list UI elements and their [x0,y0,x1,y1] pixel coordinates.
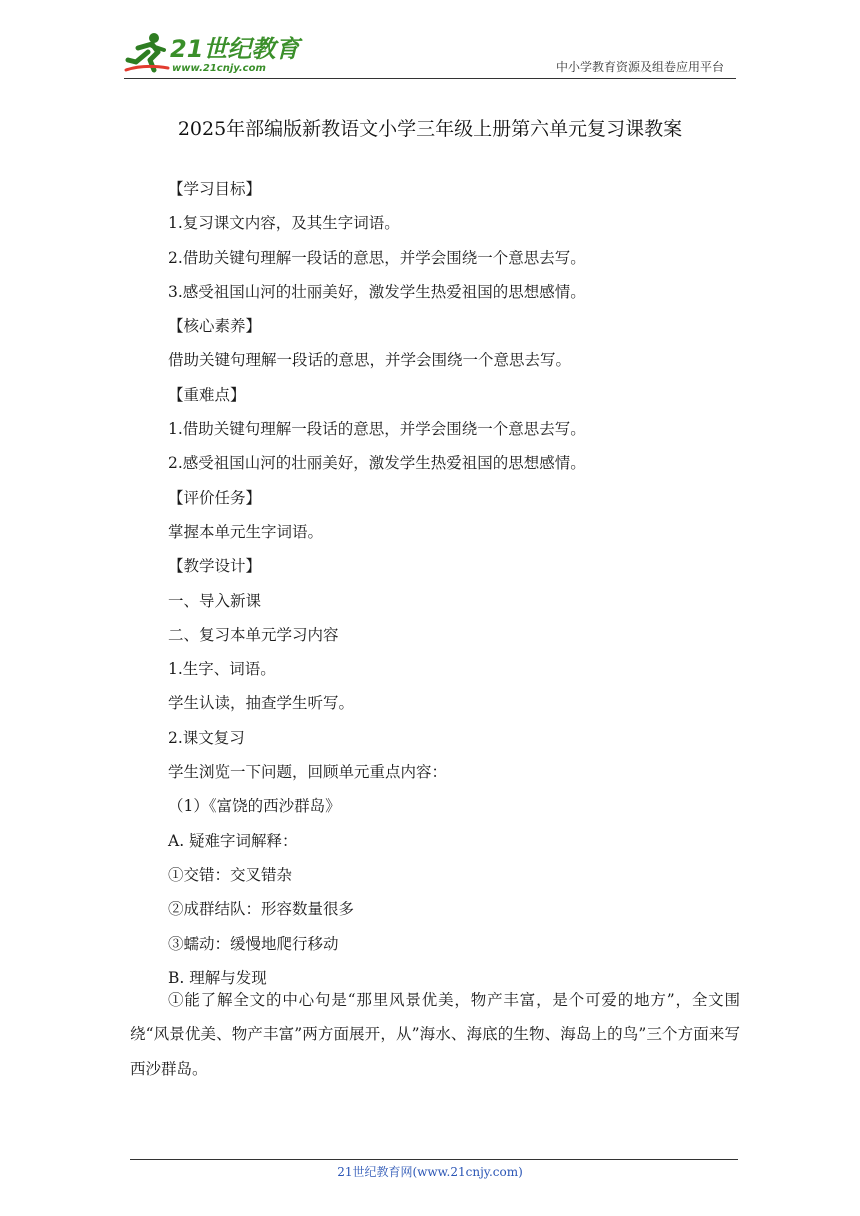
text-line: 掌握本单元生字词语。 [168,522,324,541]
document-body [168,172,740,995]
text-line: 1.借助关键句理解一段话的意思，并学会围绕一个意思去写。 [168,420,586,439]
logo [124,30,300,80]
header-tagline: 中小学教育资源及组卷应用平台 [555,60,724,74]
text-line: 2.感受祖国山河的壮丽美好，激发学生热爱祖国的思想感情。 [168,454,586,473]
text-line: 3.感受祖国山河的壮丽美好，激发学生热爱祖国的思想感情。 [168,282,586,301]
section-heading-objectives: 【学习目标】 [168,180,262,198]
text-line: 学生认读，抽查学生听写。 [168,694,355,713]
footer-divider [130,1159,738,1160]
text-line: （1）《富饶的西沙群岛》 [168,797,341,816]
page-header [0,0,860,80]
text-line: 1.复习课文内容，及其生字词语。 [168,214,400,233]
footer-link[interactable]: 21世纪教育网(www.21cnjy.com) [337,1165,523,1179]
text-line: ②成群结队：形容数量很多 [168,900,355,919]
logo-url: www.21cnjy.com [172,63,266,74]
text-line: 1.生字、词语。 [168,660,276,679]
text-line: B. 理解与发现 [168,968,267,987]
text-line: 二、复习本单元学习内容 [168,625,339,644]
text-line: ①交错：交叉错杂 [168,865,293,884]
text-line: 借助关键句理解一段话的意思，并学会围绕一个意思去写。 [168,351,572,370]
text-line: 2.借助关键句理解一段话的意思，并学会围绕一个意思去写。 [168,248,586,267]
text-line: 一、导入新课 [168,591,262,610]
header-divider [124,78,736,79]
document-title: 2025年部编版新教语文小学三年级上册第六单元复习课教案 [177,118,683,140]
section-heading-core-literacy: 【核心素养】 [168,317,262,336]
section-heading-key-points: 【重难点】 [168,385,246,404]
text-line: 2.课文复习 [168,728,245,747]
section-heading-teaching-design: 【教学设计】 [168,557,262,576]
logo-text: 21世纪教育 [170,35,300,63]
text-line: ③蠕动：缓慢地爬行移动 [168,934,339,953]
text-line: A. 疑难字词解释： [168,831,298,850]
body-paragraph: ①能了解全文的中心句是“那里风景优美，物产丰富，是个可爱的地方”，全文围绕“风景优美、物产丰富”两方面展开，从”海水、海底的生物、海岛上的鸟”三个方面来写西沙群岛。 [130,991,740,1078]
text-line: 学生浏览一下问题，回顾单元重点内容： [168,763,448,782]
section-heading-assessment: 【评价任务】 [168,488,262,507]
running-figure-icon [124,30,170,76]
